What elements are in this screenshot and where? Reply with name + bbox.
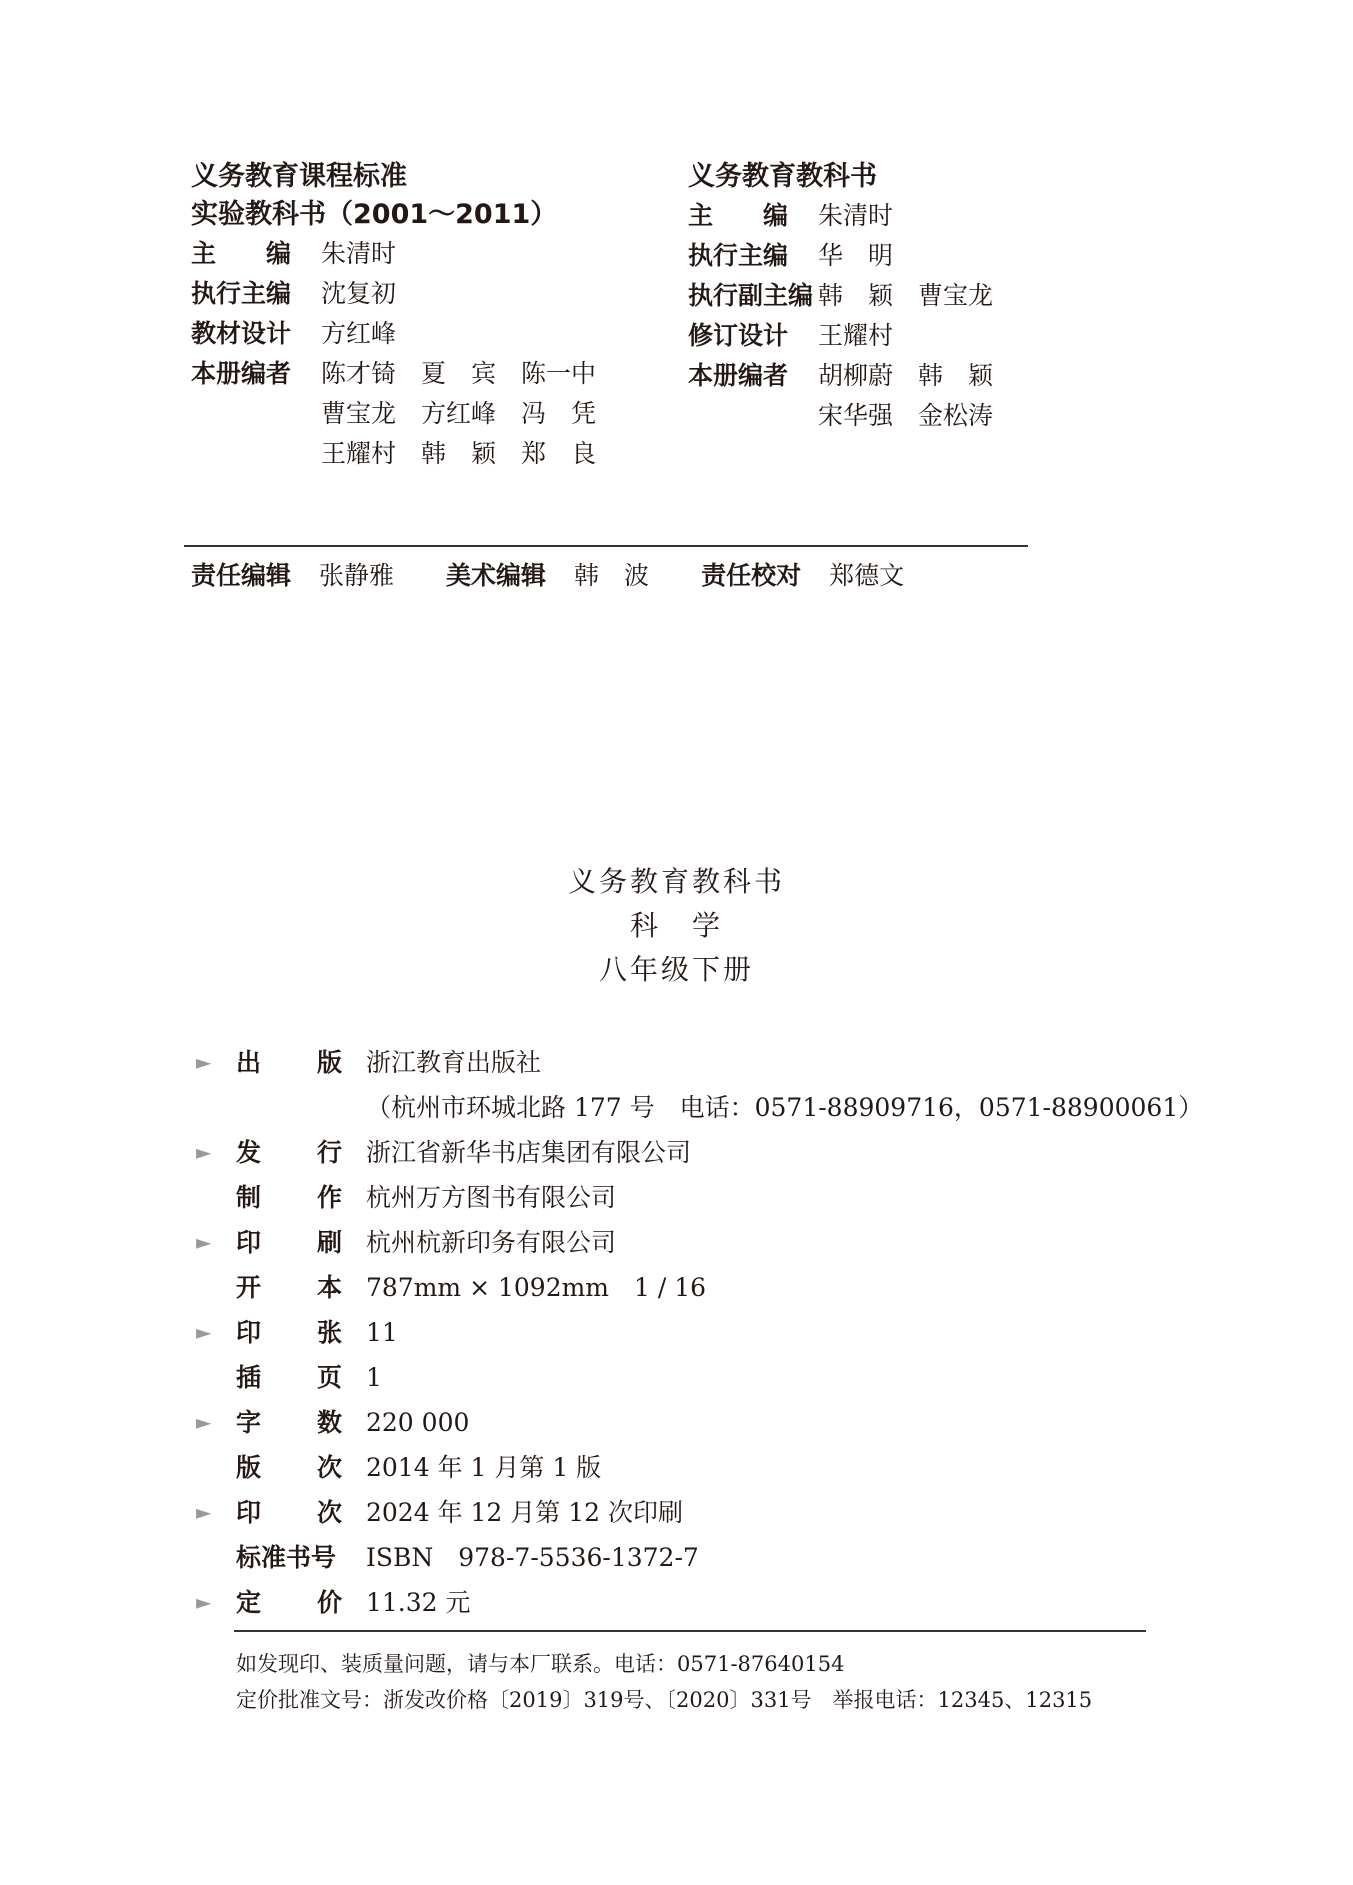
- triangle-right-icon: ►: [196, 1140, 212, 1164]
- imprint-value: 11.32 元: [366, 1588, 471, 1617]
- imprint-label-part: 印: [236, 1318, 262, 1347]
- footer-price-approval: 定价批准文号：浙发改价格〔2019〕319号、〔2020〕331号 举报电话：12345、12315: [236, 1688, 1093, 1712]
- old-edition-row-values: [321, 354, 596, 474]
- responsibility-label: 美术编辑: [446, 561, 547, 590]
- top-divider-line: [184, 545, 1028, 547]
- imprint-label-part: 次: [316, 1498, 342, 1527]
- new-edition-row-label: 修订设计: [688, 321, 789, 350]
- old-edition-row-label: 教材设计: [191, 319, 292, 348]
- imprint-label: [236, 1445, 342, 1490]
- imprint-label-part: 张: [316, 1318, 342, 1347]
- imprint-label-part: 出: [236, 1048, 262, 1077]
- bottom-divider-line: [234, 1630, 1146, 1632]
- old-edition-row-value: 朱清时: [321, 239, 397, 268]
- imprint-label-part: 价: [316, 1588, 342, 1617]
- imprint-value: 11: [366, 1318, 398, 1347]
- imprint-label: [236, 1535, 342, 1580]
- new-edition-rows: [688, 196, 993, 436]
- new-edition-row-label: 主 编: [688, 201, 789, 230]
- new-edition-row-value: 韩 颖 曹宝龙: [818, 281, 994, 310]
- old-edition-row: [191, 314, 596, 354]
- imprint-label-part: 印: [236, 1498, 262, 1527]
- imprint-label-part: 行: [316, 1138, 342, 1167]
- old-edition-row-value: 陈才锜 夏 宾 陈一中: [321, 359, 597, 388]
- book-volume: 八年级下册: [598, 953, 754, 986]
- imprint-label: [236, 1580, 342, 1625]
- triangle-right-icon: ►: [196, 1320, 212, 1344]
- old-edition-row-value: 沈复初: [321, 279, 397, 308]
- imprint-value: 杭州万方图书有限公司: [366, 1183, 617, 1212]
- imprint-value: 2024 年 12 月第 12 次印刷: [366, 1498, 683, 1527]
- responsibility-value: 张静雅: [319, 561, 395, 590]
- imprint-value: （杭州市环城北路 177 号 电话：0571-88909716，0571-88900061）: [366, 1093, 1204, 1122]
- imprint-label-part: 发: [236, 1138, 262, 1167]
- book-subject: 科 学: [629, 909, 723, 942]
- imprint-value: 220 000: [366, 1408, 470, 1437]
- old-edition-row-values: [321, 274, 396, 314]
- imprint-label: [236, 1040, 342, 1085]
- new-edition-row-values: [818, 316, 893, 356]
- imprint-label: [236, 1130, 342, 1175]
- imprint-label: [236, 1220, 342, 1265]
- imprint-label: [236, 1400, 342, 1445]
- footer-quality-notice: 如发现印、装质量问题，请与本厂联系。电话：0571-87640154: [236, 1652, 845, 1676]
- old-edition-title-line1: 义务教育课程标准: [191, 161, 407, 192]
- old-edition-row-value: 方红峰: [321, 319, 397, 348]
- new-edition-row-label: 执行副主编: [688, 281, 814, 310]
- old-edition-row-values: [321, 234, 396, 274]
- imprint-value: 2014 年 1 月第 1 版: [366, 1453, 602, 1482]
- imprint-value: 1: [366, 1363, 382, 1392]
- new-edition-row-value: 宋华强 金松涛: [818, 401, 994, 430]
- imprint-label-part: 制: [236, 1183, 262, 1212]
- old-edition-row-label: 执行主编: [191, 279, 292, 308]
- book-series-title: 义务教育教科书: [567, 865, 785, 898]
- imprint-label: [236, 1355, 342, 1400]
- new-edition-row: [688, 356, 993, 436]
- new-edition-row-value: 胡柳蔚 韩 颖: [818, 361, 994, 390]
- triangle-right-icon: ►: [196, 1590, 212, 1614]
- imprint-label-part: 数: [316, 1408, 342, 1437]
- triangle-right-icon: ►: [196, 1230, 212, 1254]
- imprint-label: [236, 1310, 342, 1355]
- new-edition-row-values: [818, 356, 993, 436]
- imprint-label-part: 次: [316, 1453, 342, 1482]
- new-edition-row: [688, 196, 993, 236]
- new-edition-row-label: 本册编者: [688, 361, 789, 390]
- imprint-label-part: 印: [236, 1228, 262, 1257]
- imprint-label-part: 定: [236, 1588, 262, 1617]
- imprint-label-part: 插: [236, 1363, 262, 1392]
- imprint-label-part: 作: [316, 1183, 342, 1212]
- imprint-label-part: 字: [236, 1408, 262, 1437]
- triangle-right-icon: ►: [196, 1410, 212, 1434]
- new-edition-row: [688, 276, 993, 316]
- imprint-label-part: 刷: [316, 1228, 342, 1257]
- old-edition-row-label: 主 编: [191, 239, 292, 268]
- triangle-right-icon: ►: [196, 1050, 212, 1074]
- imprint-value: 杭州杭新印务有限公司: [366, 1228, 617, 1257]
- responsibility-value: 韩 波: [574, 561, 650, 590]
- responsibility-label: 责任编辑: [191, 561, 292, 590]
- triangle-right-icon: ►: [196, 1500, 212, 1524]
- responsibility-value: 郑德文: [829, 561, 905, 590]
- old-edition-row: [191, 274, 596, 314]
- responsibility-line: [191, 556, 904, 596]
- new-edition-credits: [688, 158, 993, 436]
- old-edition-row: [191, 354, 596, 474]
- new-edition-row: [688, 236, 993, 276]
- new-edition-row: [688, 316, 993, 356]
- imprint-value: 浙江省新华书店集团有限公司: [366, 1138, 692, 1167]
- responsibility-gap: [394, 556, 446, 596]
- old-edition-credits: [191, 158, 596, 474]
- new-edition-row-value: 华 明: [818, 241, 894, 270]
- old-edition-rows: [191, 234, 596, 474]
- imprint-label-part: 版: [236, 1453, 262, 1482]
- imprint-value: ISBN 978-7-5536-1372-7: [366, 1543, 699, 1572]
- imprint-value: 787mm × 1092mm 1 / 16: [366, 1273, 707, 1302]
- imprint-label: [236, 1265, 342, 1310]
- new-edition-row-values: [818, 276, 993, 316]
- responsibility-label: 责任校对: [701, 561, 802, 590]
- old-edition-title-line2: 实验教科书（2001～2011）: [191, 199, 558, 230]
- imprint-value: 浙江教育出版社: [366, 1048, 542, 1077]
- imprint-label: [236, 1175, 342, 1220]
- new-edition-row-values: [818, 196, 893, 236]
- imprint-label-part: 版: [316, 1048, 342, 1077]
- old-edition-row: [191, 234, 596, 274]
- responsibility-gap: [649, 556, 701, 596]
- new-edition-row-value: 王耀村: [818, 321, 894, 350]
- imprint-label-part: 开: [236, 1273, 262, 1302]
- old-edition-row-value: 曹宝龙 方红峰 冯 凭: [321, 399, 597, 428]
- new-edition-row-value: 朱清时: [818, 201, 894, 230]
- imprint-label: [236, 1490, 342, 1535]
- imprint-label-part: 标准书号: [236, 1543, 337, 1572]
- old-edition-row-value: 王耀村 韩 颖 郑 良: [321, 439, 597, 468]
- new-edition-title-line1: 义务教育教科书: [688, 161, 877, 192]
- imprint-label-part: 本: [316, 1273, 342, 1302]
- new-edition-row-values: [818, 236, 893, 276]
- imprint-label-part: 页: [316, 1363, 342, 1392]
- new-edition-row-label: 执行主编: [688, 241, 789, 270]
- old-edition-row-values: [321, 314, 396, 354]
- old-edition-row-label: 本册编者: [191, 359, 292, 388]
